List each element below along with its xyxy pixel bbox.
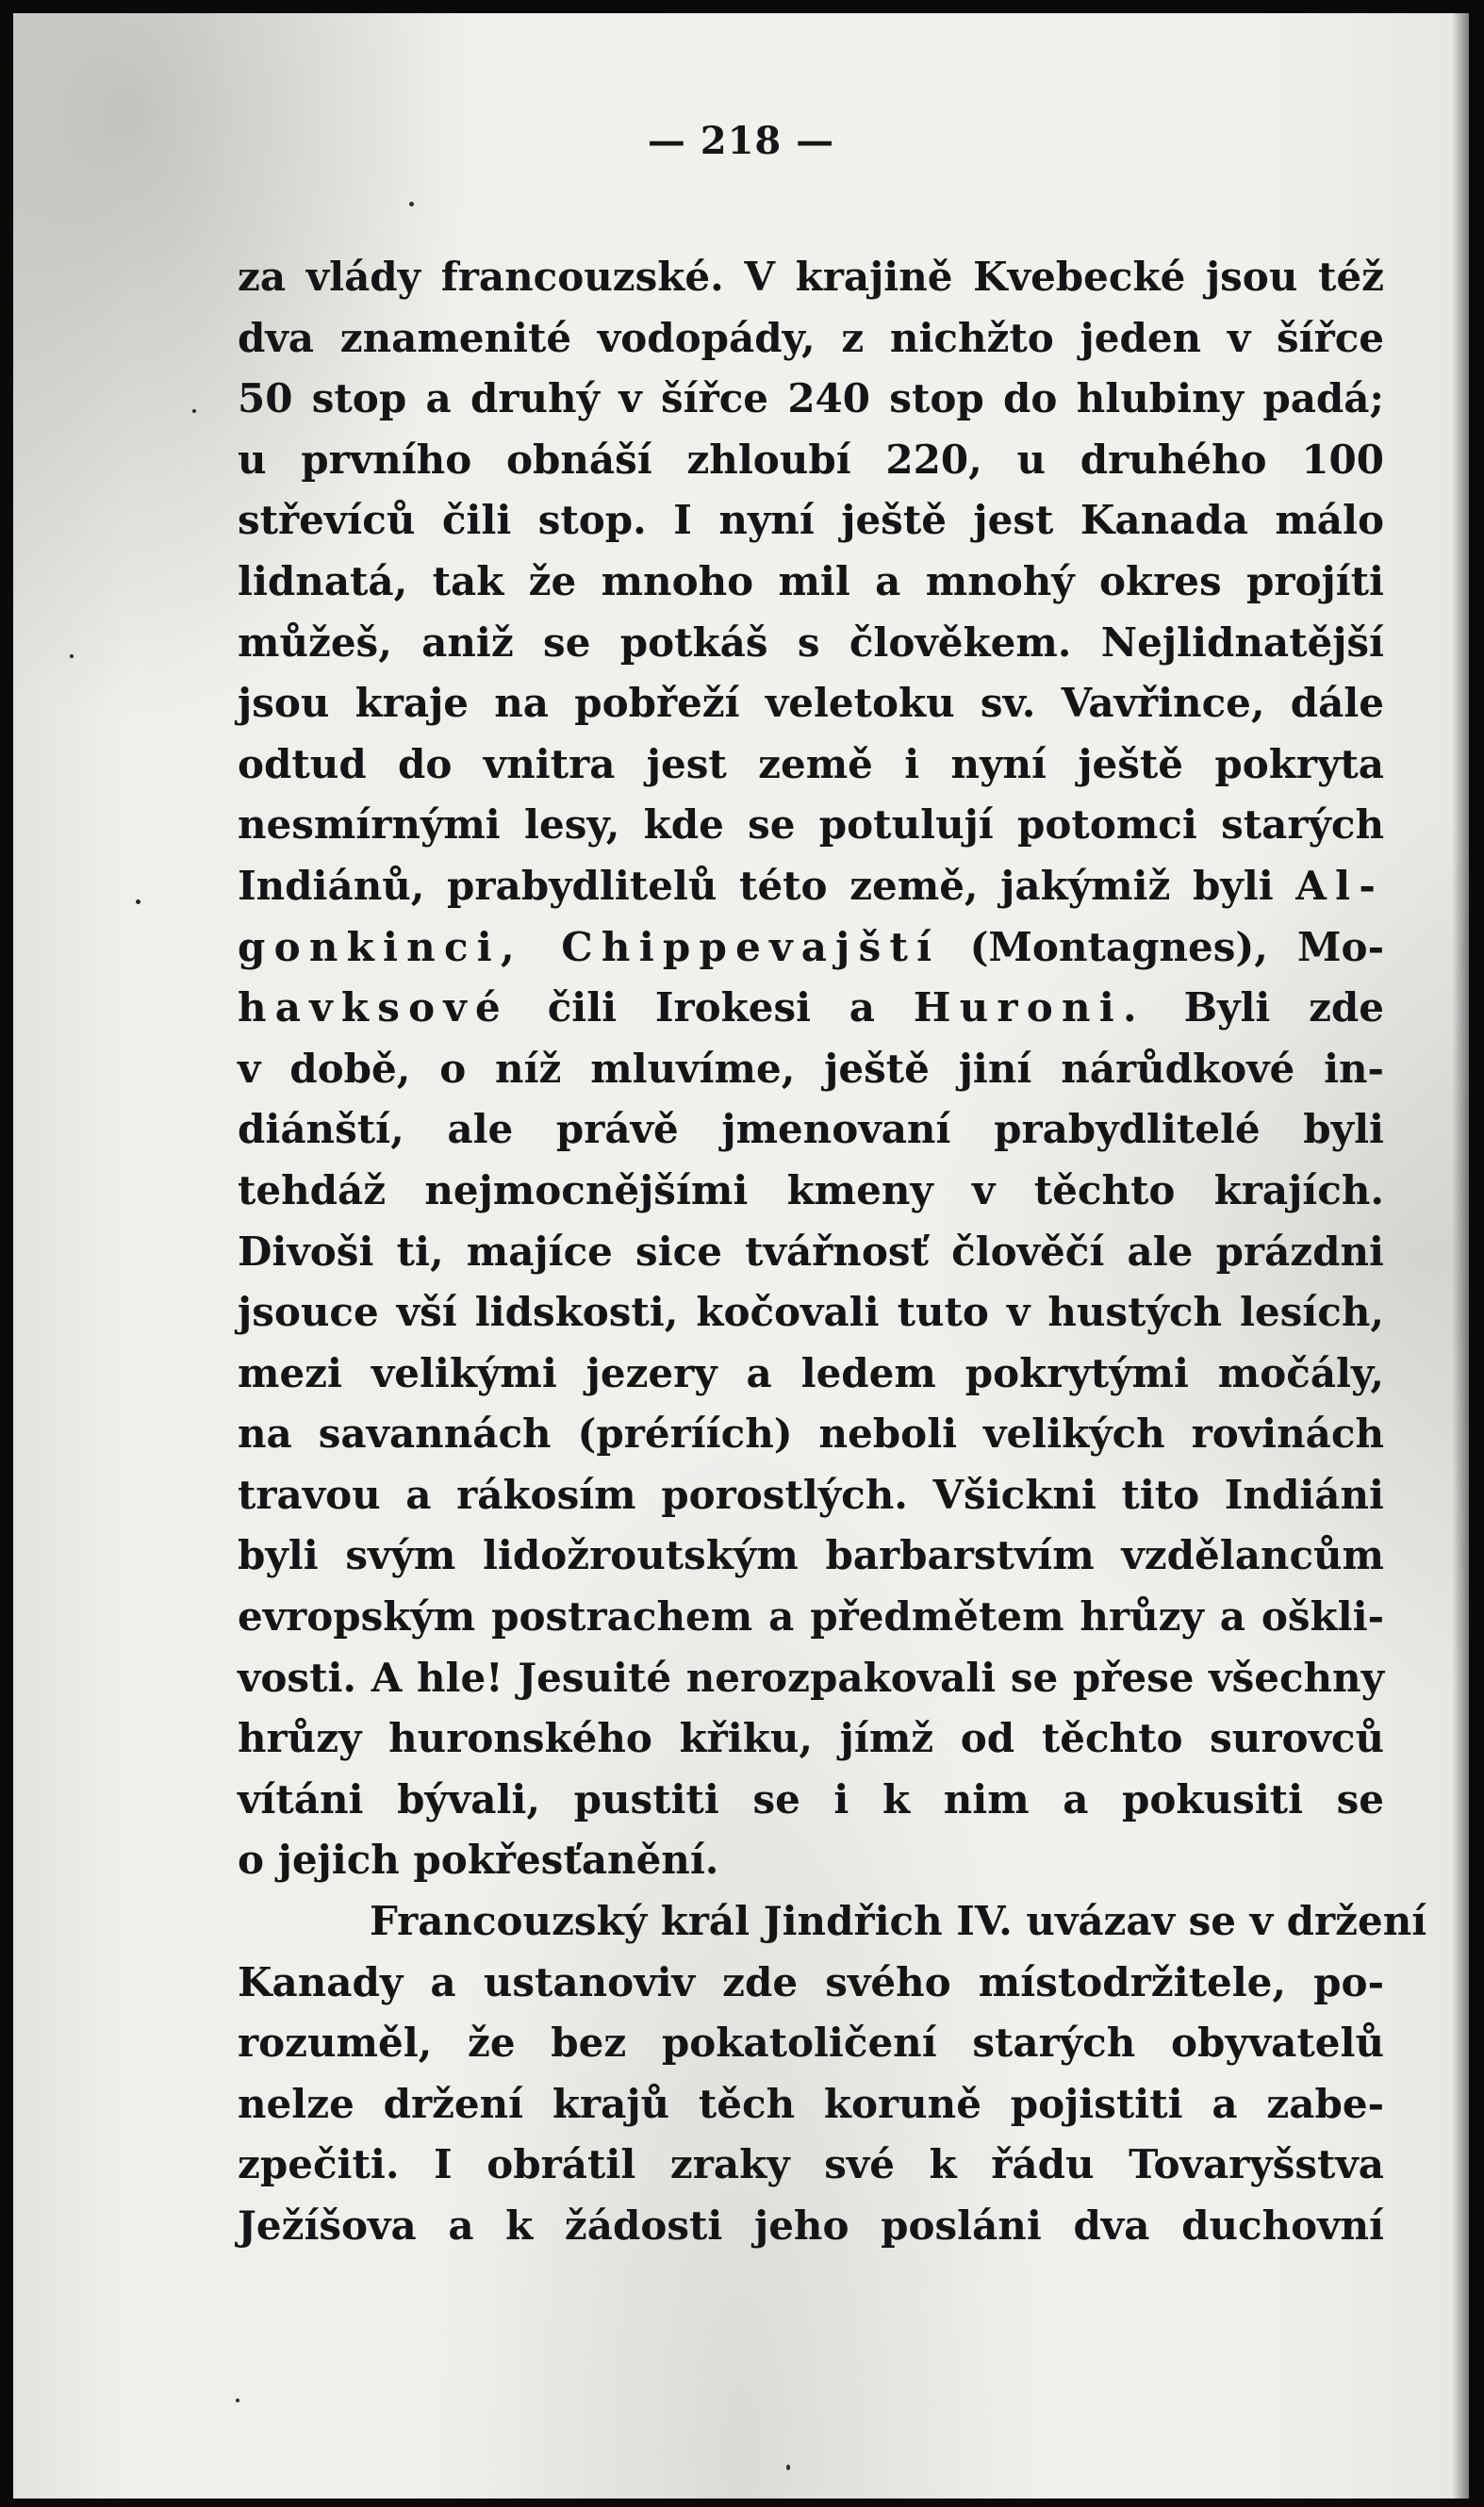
text-line: na savannách (préríích) neboli velikých rovinách (238, 1410, 1384, 1458)
text-line: můžeš, aniž se potkáš s člověkem. Nejlidnatější (238, 619, 1384, 666)
text-line: v době, o níž mluvíme, ještě jiní nárůdkové in- (238, 1045, 1384, 1092)
page-edge-shadow (1452, 13, 1469, 2499)
scan-speck (236, 2399, 239, 2402)
text-line: Kanady a ustanoviv zde svého místodržitele, po- (238, 1958, 1384, 2005)
text-line: vosti. A hle! Jesuité nerozpakovali se přese všechny (238, 1654, 1384, 1701)
text-fragment-spaced: havksové (238, 984, 509, 1031)
book-page (13, 13, 1469, 2499)
text-line: jsouce vší lidskosti, kočovali tuto v hustých lesích, (238, 1289, 1384, 1336)
text-line: odtud do vnitra jest země i nyní ještě pokryta (238, 740, 1384, 787)
text-line: travou a rákosím porostlých. Všickni tito Indiáni (238, 1471, 1384, 1518)
text-fragment: čili Irokesi a (547, 984, 875, 1031)
scan-speck (786, 2465, 790, 2470)
text-fragment-spaced: Huroni. (913, 984, 1146, 1031)
text-fragment: (Montagnes), Mo- (969, 923, 1384, 970)
text-line: Ježíšova a k žádosti jeho posláni dva duchovní (238, 2202, 1384, 2249)
text-line: vítáni bývali, pustiti se i k nim a pokusiti se (238, 1775, 1384, 1823)
text-line: u prvního obnáší zhloubí 220, u druhého 100 (238, 436, 1384, 483)
text-line: střevíců čili stop. I nyní ještě jest Kanada málo (238, 497, 1384, 544)
scan-speck (136, 899, 140, 904)
text-fragment: Indiánů, prabydlitelů této země, jakýmiž byli (238, 862, 1274, 909)
page-text (238, 247, 1427, 2257)
text-line (238, 978, 1384, 1039)
text-line: Divoši ti, majíce sice tvářnosť člověčí ale prázdni (238, 1228, 1384, 1275)
text-line (238, 917, 1384, 979)
text-line: nelze držení krajů těch koruně pojistiti a zabe- (238, 2080, 1384, 2127)
text-line: lidnatá, tak že mnoho mil a mnohý okres projíti (238, 557, 1384, 604)
text-line: jsou kraje na pobřeží veletoku sv. Vavřince, dále (238, 680, 1384, 727)
text-line: hrůzy huronského křiku, jímž od těchto surovců (238, 1715, 1384, 1762)
scan-speck (409, 202, 414, 206)
text-line: rozuměl, že bez pokatoličení starých obyvatelů (238, 2020, 1384, 2067)
text-line: o jejich pokřesťanění. (238, 1837, 719, 1884)
scan-speck (192, 409, 196, 413)
text-line: zpečiti. I obrátil zraky své k řádu Tovaryšstva (238, 2141, 1384, 2188)
text-line (238, 856, 1384, 917)
text-line: nesmírnými lesy, kde se potulují potomci starých (238, 801, 1384, 849)
text-fragment-spaced: Al- (1295, 862, 1384, 909)
text-fragment-spaced: gonkinci, Chippevajští (238, 923, 941, 970)
text-line: za vlády francouzské. V krajině Kvebecké jsou též (238, 254, 1384, 300)
text-line: byli svým lidožroutským barbarstvím vzdělancům (238, 1532, 1384, 1579)
text-line: Francouzský král Jindřich IV. uvázav se v držení (370, 1898, 1427, 1945)
scan-speck (70, 654, 74, 658)
page-number: — 218 — (647, 119, 835, 163)
text-line: 50 stop a druhý v šířce 240 stop do hlubiny padá; (238, 375, 1384, 422)
text-line: evropským postrachem a předmětem hrůzy a oškli- (238, 1593, 1384, 1641)
text-line: diánští, ale právě jmenovaní prabydlitelé byli (238, 1106, 1384, 1153)
text-line: tehdáž nejmocnějšími kmeny v těchto krajích. (238, 1166, 1384, 1213)
text-line: dva znamenité vodopády, z nichžto jeden v šířce (238, 314, 1384, 361)
text-line: mezi velikými jezery a ledem pokrytými močály, (238, 1349, 1384, 1396)
text-fragment: Byli zde (1183, 984, 1385, 1031)
